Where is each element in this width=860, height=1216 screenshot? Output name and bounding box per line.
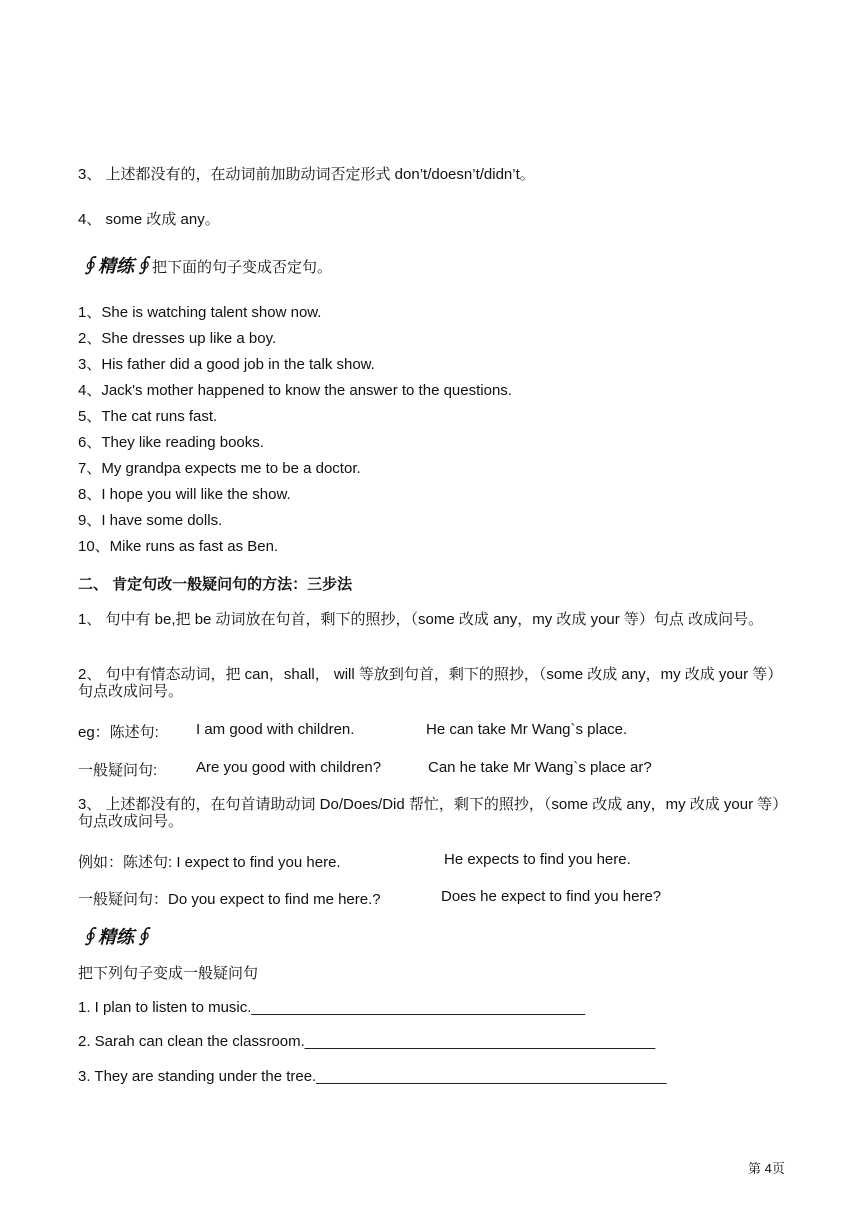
example-row-1-b: He expects to find you here. xyxy=(444,851,631,868)
eg-row-1-b: He can take Mr Wang`s place. xyxy=(426,721,628,738)
eg-row-2-a: Are you good with children? xyxy=(196,759,382,776)
practice1-item: 9、I have some dolls. xyxy=(78,512,223,529)
practice2-instruction: 把下列句子变成一般疑问句 xyxy=(78,965,259,982)
practice1-heading: ∮精练∮ xyxy=(80,256,152,277)
practice1-item: 6、They like reading books. xyxy=(78,434,264,451)
practice1-item: 8、I hope you will like the show. xyxy=(78,486,291,503)
practice1-instruction: 把下面的句子变成否定句。 xyxy=(152,259,333,276)
eg-row-1-label: eg：陈述句: xyxy=(78,724,159,741)
example-row-1-label: 例如：陈述句: I expect to find you here. xyxy=(78,854,341,871)
practice2-item: 3. They are standing under the tree.__________________________________________ xyxy=(78,1068,667,1085)
practice1-item: 3、His father did a good job in the talk show. xyxy=(78,356,375,373)
section2-rule-3: 3、 上述都没有的，在句首请助动词 Do/Does/Did 帮忙，剩下的照抄，（some 改成 any，my 改成 your 等）句点改成问号。 xyxy=(78,796,780,830)
rule-neg-3: 3、 上述都没有的，在动词前加助动词否定形式 don’t/doesn’t/didn’t。 xyxy=(78,166,535,183)
practice2-heading: ∮精练∮ xyxy=(80,927,152,948)
practice1-item: 4、Jack's mother happened to know the answer to the questions. xyxy=(78,382,512,399)
eg-row-2-b: Can he take Mr Wang`s place ar? xyxy=(428,759,652,776)
example-row-2-label: 一般疑问句：Do you expect to find me here.? xyxy=(78,891,381,908)
section2-rule-2: 2、 句中有情态动词，把 can，shall， will 等放到句首，剩下的照抄，（some 改成 any，my 改成 your 等）句点改成问号。 xyxy=(78,666,783,700)
practice1-item: 5、The cat runs fast. xyxy=(78,408,218,425)
practice1-heading-line xyxy=(80,252,332,278)
page-number: 第 4页 xyxy=(748,1161,785,1176)
eg-row-1-a: I am good with children. xyxy=(196,721,355,738)
section2-title: 二、 肯定句改一般疑问句的方法：三步法 xyxy=(78,576,353,593)
practice1-item: 10、Mike runs as fast as Ben. xyxy=(78,538,279,555)
practice1-item: 2、She dresses up like a boy. xyxy=(78,330,277,347)
practice1-item: 7、My grandpa expects me to be a doctor. xyxy=(78,460,361,477)
section2-rule-1: 1、 句中有 be,把 be 动词放在句首，剩下的照抄，（some 改成 any，my 改成 your 等）句点 改成问号。 xyxy=(78,611,764,628)
practice2-item: 2. Sarah can clean the classroom.__________________________________________ xyxy=(78,1033,656,1050)
eg-row-2-label: 一般疑问句: xyxy=(78,762,158,779)
practice2-item: 1. I plan to listen to music.________________________________________ xyxy=(78,999,586,1016)
rule-neg-4: 4、 some 改成 any。 xyxy=(78,211,220,228)
practice1-item: 1、She is watching talent show now. xyxy=(78,304,322,321)
example-row-2-b: Does he expect to find you here? xyxy=(441,888,662,905)
